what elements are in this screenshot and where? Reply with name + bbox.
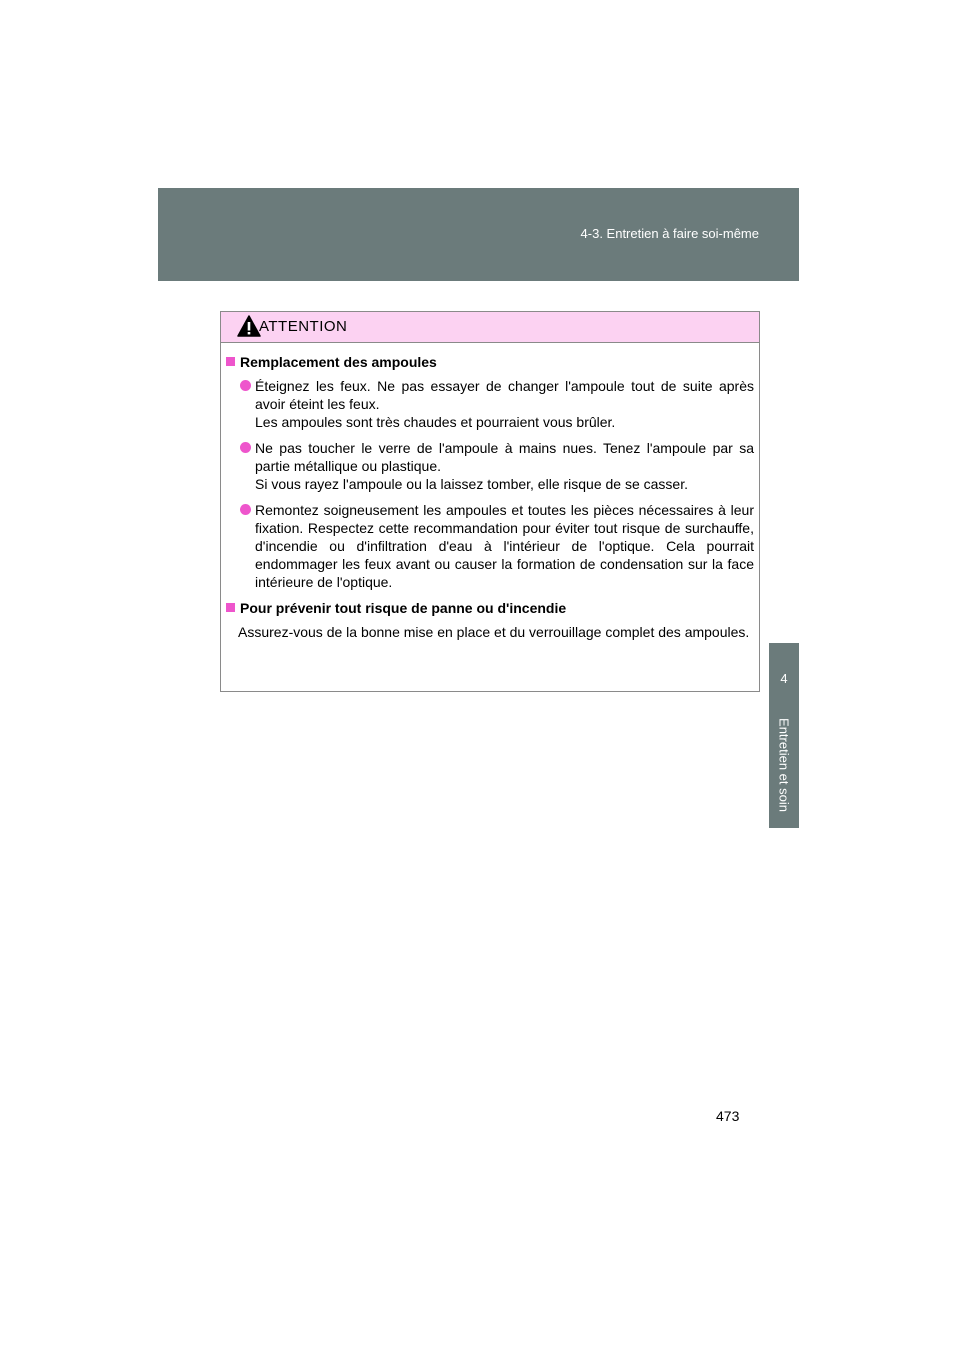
circle-bullet-icon bbox=[240, 504, 251, 515]
square-bullet-icon bbox=[226, 603, 235, 612]
item-text: Les ampoules sont très chaudes et pourraient vous brûler. bbox=[255, 414, 616, 430]
warning-title: ATTENTION bbox=[259, 318, 348, 335]
circle-bullet-icon bbox=[240, 442, 251, 453]
section-title: 4-3. Entretien à faire soi-même bbox=[580, 226, 759, 241]
warning-header bbox=[221, 312, 759, 343]
item-text: Si vous rayez l'ampoule ou la laissez tomber, elle risque de se casser. bbox=[255, 476, 689, 492]
chapter-label: Entretien et soin bbox=[776, 718, 792, 812]
section-paragraph: Assurez-vous de la bonne mise en place et du verrouillage complet des ampoules. bbox=[238, 624, 750, 640]
section-heading-fire-prevention bbox=[226, 599, 754, 617]
chapter-side-tab bbox=[769, 643, 799, 828]
list-item bbox=[226, 439, 754, 493]
item-text: Remontez soigneusement les ampoules et toutes les pièces nécessaires à leur fixation. Respectez cette recommandation pour éviter tout risque de surchauffe, d'incendie ou d'infiltration d'eau à l'intérieur de l'optique. Cela pourrait endommager les feux avant ou causer la formation de condensation sur la face intérieure de l'optique. bbox=[255, 502, 754, 590]
header-band bbox=[158, 188, 799, 281]
section-heading-bulb-replacement bbox=[226, 353, 754, 371]
warning-triangle-icon bbox=[237, 315, 261, 337]
list-item bbox=[226, 377, 754, 431]
warning-box bbox=[220, 311, 760, 692]
square-bullet-icon bbox=[226, 357, 235, 366]
circle-bullet-icon bbox=[240, 380, 251, 391]
chapter-number: 4 bbox=[780, 671, 788, 686]
section-heading-text: Pour prévenir tout risque de panne ou d'incendie bbox=[240, 600, 567, 616]
list-item bbox=[226, 501, 754, 591]
warning-body bbox=[221, 343, 759, 641]
item-text: Éteignez les feux. Ne pas essayer de changer l'ampoule tout de suite après avoir éteint les feux. bbox=[255, 378, 754, 412]
item-text: Ne pas toucher le verre de l'ampoule à mains nues. Tenez l'ampoule par sa partie métallique ou plastique. bbox=[255, 440, 754, 474]
section-heading-text: Remplacement des ampoules bbox=[240, 354, 437, 370]
page-number: 473 bbox=[716, 1108, 740, 1124]
